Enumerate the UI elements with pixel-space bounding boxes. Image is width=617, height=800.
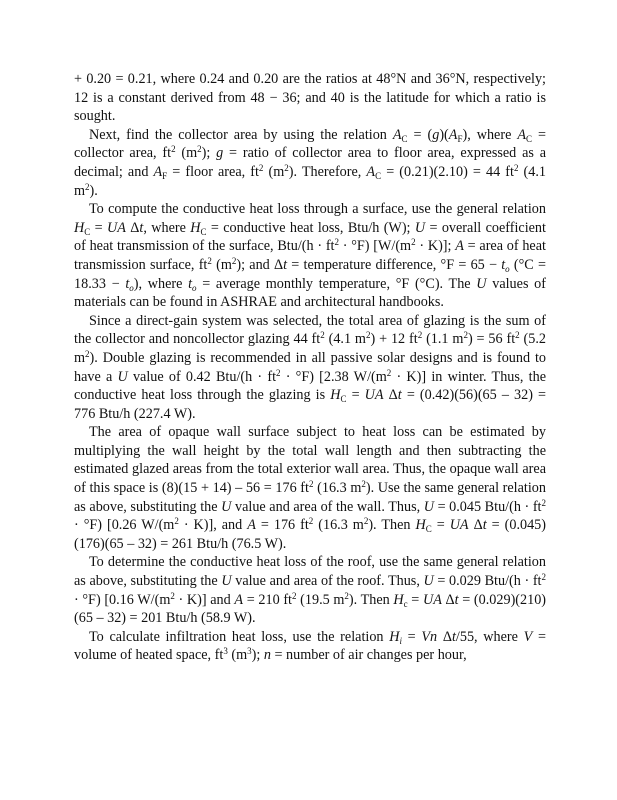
text-segment: A	[392, 126, 402, 143]
text-segment: g	[216, 145, 224, 162]
text-segment: = volume of heated space, ft	[74, 628, 546, 664]
text-segment: UA	[106, 219, 126, 236]
text-segment: U	[476, 275, 487, 292]
text-segment: H	[330, 387, 341, 404]
text-segment: 2	[284, 162, 289, 173]
text-segment: ) = 56 ft	[467, 331, 516, 348]
text-segment: t	[139, 219, 144, 236]
text-segment: ), where	[133, 275, 189, 292]
text-segment: C	[340, 394, 347, 405]
text-segment: · K)] in winter. Thus, the conductive heat loss through the glazing is	[74, 368, 546, 404]
text-segment: ).	[89, 182, 98, 199]
text-segment: Since a direct-gain system was selected, the total area of glazing is the sum of the collector and noncollector glazing 44 ft	[74, 312, 546, 348]
text-segment: =	[401, 628, 422, 645]
text-segment: H	[393, 591, 404, 608]
text-segment: F	[457, 133, 463, 144]
text-segment: 2	[308, 516, 314, 527]
text-segment: A	[455, 238, 464, 255]
text-segment: UA	[422, 591, 442, 608]
text-segment: value and area of the roof. Thus,	[231, 573, 424, 590]
text-segment: , where	[143, 219, 191, 236]
text-segment: U	[221, 498, 232, 515]
text-segment: · °F) [0.26 W/(m	[74, 517, 175, 534]
text-segment: UA	[364, 387, 384, 404]
paragraph	[74, 423, 546, 553]
text-segment: 2	[541, 572, 546, 583]
text-segment: Next, find the collector area by using the relation	[89, 126, 393, 143]
text-segment: = (	[407, 126, 433, 143]
text-segment: = 0.045 Btu/(h · ft	[433, 498, 542, 515]
text-segment: =	[90, 219, 107, 236]
text-segment: t	[397, 387, 402, 404]
text-segment: = collector area, ft	[74, 126, 547, 162]
text-segment: /55, where	[455, 628, 524, 645]
text-segment: t	[188, 275, 193, 292]
text-segment: = conductive heat loss, Btu/h (W);	[206, 219, 415, 236]
text-segment: V	[523, 628, 533, 645]
text-segment: (1.1 m	[422, 331, 464, 348]
text-segment: o	[129, 282, 134, 293]
text-segment: (m	[227, 647, 248, 664]
text-segment: (°C = 18.33 −	[74, 256, 546, 292]
text-segment: A	[448, 126, 458, 143]
text-segment: 2	[411, 237, 416, 248]
text-segment: = (0.045)(176)(65 – 32) = 261 Btu/h (76.5 W).	[74, 517, 547, 552]
text-segment: ). Then	[368, 517, 416, 534]
text-segment: = (0.029)(210)(65 – 32) = 201 Btu/h (58.9 W).	[74, 591, 547, 627]
text-segment: F	[162, 170, 168, 181]
text-segment: 2	[344, 590, 349, 601]
text-segment: 2	[541, 497, 546, 508]
text-segment: = (0.21)(2.10) = 44 ft	[381, 163, 514, 180]
text-segment: 2	[334, 237, 339, 248]
text-segment: =	[407, 591, 423, 608]
text-segment: );	[251, 647, 264, 664]
text-segment: (m	[211, 256, 232, 273]
text-segment: ). Therefore,	[288, 163, 367, 180]
text-segment: 2	[513, 162, 519, 173]
text-segment: U	[423, 573, 434, 590]
text-segment: C	[526, 133, 533, 144]
paragraph	[74, 553, 546, 627]
text-segment: ). Use the same general relation as above, substituting the	[74, 480, 546, 515]
text-segment: · K)] and	[174, 591, 235, 608]
text-segment: Δ	[383, 387, 398, 404]
text-segment: The area of opaque wall surface subject to heat loss can be estimated by multiplying the wall height by the total wall length and then subtracting the estimated glazed areas from the total exterior wall area. Thus, the opaque wall area of this space is (8)(15 + 14) – 56 = 176 ft	[74, 424, 546, 497]
text-segment: C	[375, 170, 382, 181]
text-segment: · °F) [W/(m	[339, 238, 412, 255]
text-segment: (5.2 m	[74, 331, 546, 366]
text-segment: t	[501, 256, 506, 273]
text-segment: = ratio of collector area to floor area, expressed as a decimal; and	[74, 145, 546, 180]
text-segment: H	[190, 219, 201, 236]
text-segment: 2	[174, 516, 179, 527]
text-segment: · K)];	[415, 238, 456, 255]
text-segment: = temperature difference, °F = 65 −	[287, 256, 502, 273]
text-segment: value of 0.42 Btu/(h · ft	[127, 368, 277, 385]
paragraph	[74, 312, 546, 424]
text-segment: A	[366, 163, 376, 180]
text-segment: U	[117, 368, 128, 385]
paragraph	[74, 70, 546, 126]
text-segment: 2	[276, 367, 281, 378]
text-segment: = area of heat transmission surface, ft	[74, 238, 546, 273]
text-segment: 2	[320, 330, 325, 341]
text-segment: = 176 ft	[255, 517, 309, 534]
text-segment: (m	[263, 163, 285, 180]
text-segment: = number of air changes per hour,	[270, 647, 467, 664]
text-segment: C	[200, 226, 207, 237]
text-segment: n	[263, 647, 271, 664]
text-segment: (4.1 m	[324, 331, 366, 348]
text-segment: A	[247, 517, 256, 534]
text-segment: 2	[417, 330, 423, 341]
text-segment: 2	[365, 330, 371, 341]
text-segment: A	[234, 591, 244, 608]
text-segment: i	[399, 635, 402, 646]
text-segment: A	[517, 126, 527, 143]
text-segment: Δ	[125, 219, 140, 236]
text-segment: 3	[223, 646, 228, 657]
text-segment: + 0.20 = 0.21, where 0.24 and 0.20 are the ratios at 48°N and 36°N, respectively; 12 is a constant derived from 48 − 36; and 40 is the latitude for which a ratio is sought.	[74, 71, 546, 125]
text-segment: value and area of the wall. Thus,	[231, 498, 424, 515]
text-segment: · K)], and	[178, 517, 248, 534]
text-segment: ), where	[462, 126, 518, 143]
text-segment: Δ	[468, 517, 483, 534]
text-segment: 2	[292, 590, 297, 601]
text-segment: Δ	[441, 591, 455, 608]
text-segment: · °F) [2.38 W/(m	[280, 368, 387, 385]
text-segment: = 0.029 Btu/(h · ft	[433, 573, 542, 590]
text-segment: ) + 12 ft	[370, 331, 418, 348]
text-segment: (4.1 m	[74, 163, 546, 199]
text-segment: c	[403, 598, 408, 609]
text-segment: To determine the conductive heat loss of the roof, use the same general relation as above, substituting the	[74, 554, 546, 590]
text-segment: 2	[308, 479, 314, 490]
text-segment: t	[451, 628, 456, 645]
text-segment: C	[84, 226, 91, 237]
text-segment: 2	[171, 144, 176, 155]
text-segment: UA	[449, 517, 469, 534]
text-segment: t	[283, 256, 288, 273]
text-segment: = average monthly temperature, °F (°C). The	[196, 275, 477, 292]
text-segment: Δ	[437, 628, 452, 645]
text-segment: · °F) [0.16 W/(m	[74, 591, 171, 608]
text-segment: g	[432, 126, 440, 143]
text-segment: 2	[386, 367, 392, 378]
text-segment: 2	[463, 330, 468, 341]
text-segment: = overall coefficient of heat transmission of the surface, Btu/(h · ft	[74, 219, 546, 255]
text-segment: C	[401, 133, 408, 144]
text-segment: t	[125, 275, 130, 292]
text-segment: A	[153, 163, 163, 180]
text-segment: = floor area, ft	[167, 163, 259, 180]
text-segment: =	[431, 517, 450, 534]
text-segment: );	[201, 145, 217, 162]
text-segment: o	[505, 263, 510, 274]
text-segment: U	[414, 219, 426, 236]
text-segment: (16.3 m	[313, 517, 364, 534]
text-segment: ). Double glazing is recommended in all passive solar designs and is found to have a	[74, 349, 546, 385]
text-segment: 2	[361, 479, 366, 490]
text-segment: 2	[85, 348, 90, 359]
text-segment: ). Then	[348, 591, 394, 608]
text-segment: (m	[175, 145, 198, 162]
paragraph	[74, 200, 546, 312]
text-segment: H	[74, 219, 85, 236]
text-segment: (19.5 m	[296, 591, 345, 608]
paragraph	[74, 126, 546, 200]
document-page	[74, 70, 546, 665]
text-segment: (16.3 m	[313, 480, 362, 497]
text-segment: 2	[197, 144, 202, 155]
text-segment: =	[346, 387, 365, 404]
text-segment: 2	[85, 181, 90, 192]
text-segment: To compute the conductive heat loss through a surface, use the general relation	[89, 201, 546, 218]
text-segment: 2	[363, 516, 369, 527]
text-segment: H	[389, 628, 400, 645]
text-segment: 2	[207, 255, 212, 266]
text-segment: )(	[439, 126, 449, 143]
text-segment: t	[482, 517, 487, 534]
text-segment: values of materials can be found in ASHRAE and architectural handbooks.	[74, 275, 546, 311]
text-segment: = (0.42)(56)(65 – 32) = 776 Btu/h (227.4 W).	[74, 387, 546, 422]
text-segment: Vn	[421, 628, 438, 645]
text-segment: 2	[258, 162, 264, 173]
text-segment: H	[415, 517, 426, 534]
text-segment: ); and Δ	[236, 256, 284, 273]
text-segment: 3	[247, 646, 252, 657]
text-segment: = 210 ft	[243, 591, 292, 608]
text-segment: 2	[170, 590, 175, 601]
text-segment: U	[221, 573, 232, 590]
paragraph	[74, 628, 546, 665]
text-segment: o	[192, 282, 197, 293]
text-segment: t	[454, 591, 459, 608]
text-segment: 2	[231, 255, 237, 266]
text-segment: U	[423, 498, 434, 515]
text-segment: 2	[515, 330, 520, 341]
text-segment: To calculate infiltration heat loss, use the relation	[89, 628, 390, 645]
text-segment: C	[425, 524, 432, 535]
